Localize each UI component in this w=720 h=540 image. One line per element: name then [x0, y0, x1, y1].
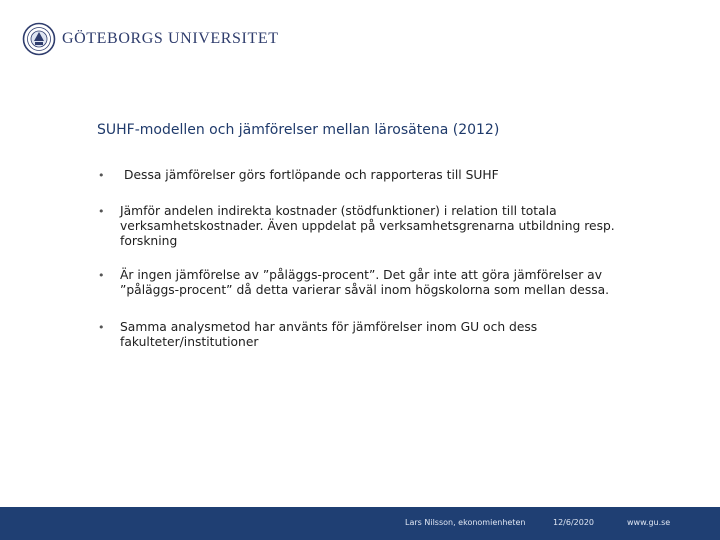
bullet-text: Jämför andelen indirekta kostnader (stödfunktioner) i relation till totala verksamhetskostnader. Även uppdelat på verksamhetsgrenarna utbildning resp. forskning — [120, 204, 615, 248]
footer-author: Lars Nilsson, ekonomienheten — [405, 518, 526, 527]
bullet-text: Är ingen jämförelse av ”påläggs-procent”. Det går inte att göra jämförelser av ”påläggs-procent” då detta varierar såväl inom högskolorna som mellan dessa. — [120, 268, 610, 297]
bullet-list — [96, 168, 616, 350]
bullet-icon: • — [98, 205, 105, 218]
footer-website-link[interactable]: www.gu.se — [627, 518, 671, 527]
bullet-item — [96, 168, 616, 183]
slide-title: SUHF-modellen och jämförelser mellan lärosätena (2012) — [97, 122, 500, 138]
bullet-icon: • — [98, 321, 105, 334]
bullet-text: Dessa jämförelser görs fortlöpande och rapporteras till SUHF — [124, 168, 499, 182]
university-name: GÖTEBORGS UNIVERSITET — [62, 30, 279, 47]
footer-bar — [0, 507, 720, 540]
footer-date: 12/6/2020 — [553, 518, 595, 527]
bullet-text: Samma analysmetod har använts för jämförelser inom GU och dess fakulteter/institutioner — [120, 320, 538, 349]
university-seal-icon — [22, 22, 56, 56]
bullet-icon: • — [98, 169, 105, 182]
bullet-item — [96, 268, 616, 298]
bullet-icon: • — [98, 269, 105, 282]
bullet-item — [96, 320, 616, 350]
university-logo — [22, 22, 279, 56]
bullet-item — [96, 204, 616, 249]
